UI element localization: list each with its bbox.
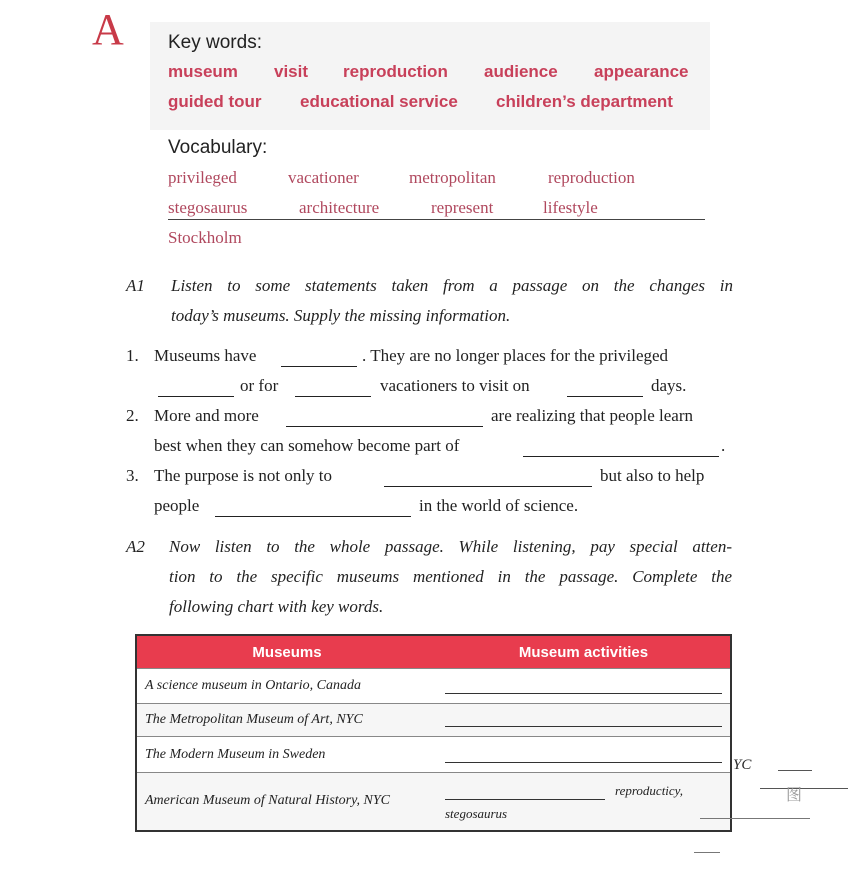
chart-header-row	[136, 635, 731, 669]
activity-cell[interactable]	[437, 773, 731, 831]
vocab-metropolitan: metropolitan	[409, 168, 496, 187]
vocab-lifestyle: lifestyle	[543, 198, 598, 217]
table-row	[136, 737, 731, 773]
q3-text-d: in the world of science.	[419, 496, 579, 515]
q1-blank-2[interactable]	[158, 382, 234, 397]
q1-text-e: days.	[651, 376, 687, 395]
q1-blank-4[interactable]	[567, 382, 643, 397]
overflow-line	[778, 770, 812, 771]
section-letter: A	[92, 5, 124, 54]
museum-name: The Modern Museum in Sweden	[136, 737, 437, 773]
keyword-visit: visit	[274, 62, 309, 81]
q2-text-b: are realizing that people learn	[491, 406, 693, 425]
activity-cell[interactable]	[437, 669, 731, 704]
key-words-heading: Key words:	[168, 32, 262, 53]
q1-number: 1.	[126, 346, 139, 365]
table-row	[136, 704, 731, 737]
keyword-guided-tour: guided tour	[168, 92, 262, 111]
header-museum-activities: Museum activities	[437, 635, 731, 669]
vocab-stegosaurus: stegosaurus	[168, 198, 248, 217]
a1-instruction-line2: today’s museums. Supply the missing information.	[171, 306, 511, 325]
watermark-glyph: 图	[786, 787, 803, 804]
museum-chart	[135, 634, 732, 832]
q1-text-c: or for	[240, 376, 279, 395]
table-row	[136, 669, 731, 704]
q3-number: 3.	[126, 466, 139, 485]
q1-text-d: vacationers to visit on	[380, 376, 530, 395]
activity-blank[interactable]	[445, 726, 722, 727]
q3-text-c: people	[154, 496, 200, 515]
table-row	[136, 773, 731, 831]
museum-name: A science museum in Ontario, Canada	[136, 669, 437, 704]
q1-blank-1[interactable]	[281, 352, 357, 367]
vocab-privileged: privileged	[168, 168, 237, 187]
keyword-appearance: appearance	[594, 62, 689, 81]
q2-number: 2.	[126, 406, 139, 425]
overflow-line	[694, 852, 720, 853]
a1-label: A1	[126, 276, 145, 295]
museum-name: American Museum of Natural History, NYC	[136, 773, 437, 831]
overflow-line	[700, 818, 810, 819]
vocabulary-rule	[168, 219, 705, 220]
q2-text-a: More and more	[154, 406, 259, 425]
header-museums: Museums	[136, 635, 437, 669]
vocab-reproduction: reproduction	[548, 168, 635, 187]
museum-name: The Metropolitan Museum of Art, NYC	[136, 704, 437, 737]
vocabulary-heading: Vocabulary:	[168, 137, 268, 158]
q2-text-c: best when they can somehow become part of	[154, 436, 460, 455]
overflow-line	[760, 788, 848, 789]
activity-extra-word: reproducticy,	[615, 783, 683, 798]
a2-instruction-line1: Now listen to the whole passage. While listening, pay special atten-	[169, 537, 732, 556]
q2-blank-2[interactable]	[523, 442, 719, 457]
q2-blank-1[interactable]	[286, 412, 483, 427]
keyword-reproduction: reproduction	[343, 62, 448, 81]
vocab-architecture: architecture	[299, 198, 380, 217]
vocab-vacationer: vacationer	[288, 168, 359, 187]
activity-blank[interactable]	[445, 693, 722, 694]
a2-instruction-line3: following chart with key words.	[169, 597, 384, 616]
activity-cell[interactable]	[437, 737, 731, 773]
activity-extra-word-2: stegosaurus	[445, 806, 508, 821]
activity-blank[interactable]	[445, 762, 722, 763]
overflow-text: YC	[733, 757, 752, 773]
q3-text-b: but also to help	[600, 466, 705, 485]
a1-instruction-line1: Listen to some statements taken from a passage on the changes in	[171, 276, 733, 295]
q3-blank-2[interactable]	[215, 502, 411, 517]
activity-cell[interactable]	[437, 704, 731, 737]
q3-blank-1[interactable]	[384, 472, 592, 487]
q2-text-d: .	[721, 436, 726, 455]
q3-text-a: The purpose is not only to	[154, 466, 333, 485]
q1-text-a: Museums have	[154, 346, 257, 365]
keyword-museum: museum	[168, 62, 238, 81]
keyword-educational-service: educational service	[300, 92, 458, 111]
vocab-represent: represent	[431, 198, 494, 217]
keyword-audience: audience	[484, 62, 558, 81]
q1-blank-3[interactable]	[295, 382, 371, 397]
vocab-stockholm: Stockholm	[168, 228, 242, 247]
activity-blank[interactable]	[445, 799, 605, 800]
q1-text-b: . They are no longer places for the privileged	[362, 346, 669, 365]
a2-label: A2	[126, 537, 145, 556]
keyword-childrens-department: children’s department	[496, 92, 673, 111]
a2-instruction-line2: tion to the specific museums mentioned in the passage. Complete the	[169, 567, 732, 586]
